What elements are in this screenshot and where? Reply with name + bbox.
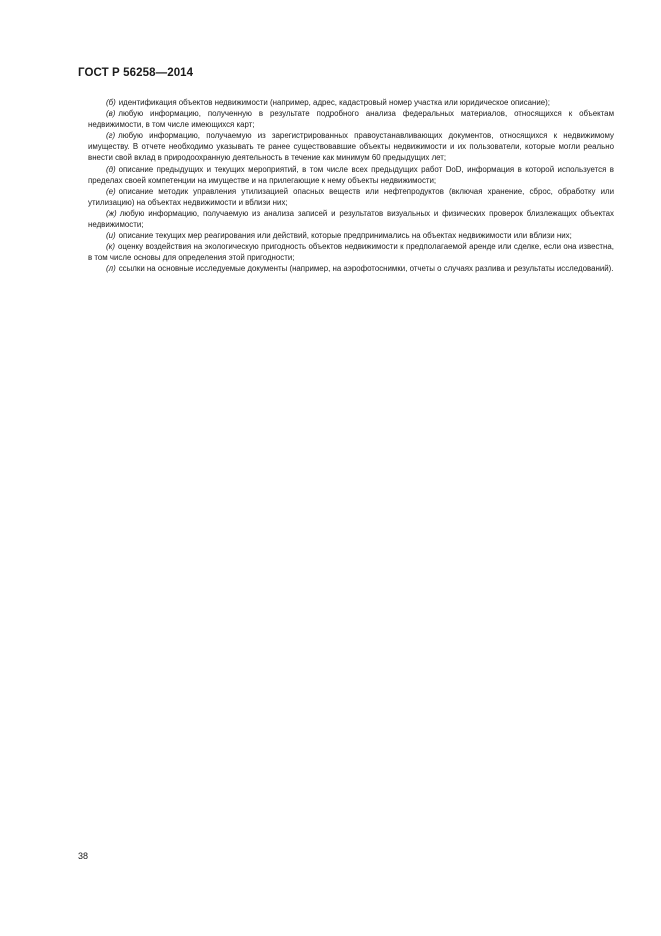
list-item-text: ссылки на основные исследуемые документы (например, на аэрофотоснимки, отчеты о случаях разлива и результаты исследований). xyxy=(118,264,614,274)
list-item xyxy=(88,208,614,230)
list-item-text: любую информацию, полученную в результате подробного анализа федеральных материалов, относящихся к объектам недвижимости, в том числе имеющихся карт; xyxy=(88,109,614,130)
list-item-marker: (ж) xyxy=(106,208,117,218)
page-number: 38 xyxy=(78,851,89,861)
list-item-text: любую информацию, получаемую из анализа записей и результатов визуальных и физических проверок близлежащих объектах недвижимости; xyxy=(88,208,614,230)
list-item xyxy=(88,263,614,274)
list-item xyxy=(88,97,614,108)
list-item-text: любую информацию, получаемую из зарегистрированных правоустанавливающих документов, относящихся к недвижимому имуществу. В отчете необходимо указывать те ранее существовавшие объекты недвижимости и их пользователи, которые могли реально внести свой вклад в природоохранную деятельность в течение как минимум 60 предыдущих лет; xyxy=(88,131,614,163)
list-item xyxy=(88,230,614,241)
document-header: ГОСТ Р 56258—2014 xyxy=(78,67,194,79)
list-item-marker: (л) xyxy=(106,264,116,274)
list-item-text: идентификация объектов недвижимости (например, адрес, кадастровый номер участка или юридическое описание); xyxy=(118,98,550,107)
list-item-marker: (д) xyxy=(106,164,116,174)
list-item-text: описание текущих мер реагирования или действий, которые предпринимались на объектах недвижимости или вблизи них; xyxy=(118,231,572,241)
list-item-marker: (б) xyxy=(106,98,116,107)
list-item xyxy=(88,108,614,130)
document-body xyxy=(88,97,614,275)
list-item-text: описание предыдущих и текущих мероприятий, в том числе всех предыдущих работ DoD, информация в которой используется в пределах своей компетенции на имуществе и на прилегающие к нему объекты недвижимости; xyxy=(88,164,614,185)
list-item-marker: (к) xyxy=(106,242,115,252)
list-item xyxy=(88,186,614,208)
list-item-marker: (в) xyxy=(106,109,116,119)
list-item-text: описание методик управления утилизацией опасных веществ или нефтепродуктов (включая хранение, сброс, обработку или утилизацию) на объектах недвижимости и вблизи них; xyxy=(88,186,614,207)
list-item-text: оценку воздействия на экологическую пригодность объектов недвижимости к предполагаемой аренде или сделке, если она известна, в том числе основы для определения этой пригодности; xyxy=(88,242,614,263)
list-item-marker: (и) xyxy=(106,231,116,241)
list-item-marker: (г) xyxy=(106,131,116,141)
list-item xyxy=(88,130,614,163)
list-item xyxy=(88,241,614,263)
list-item xyxy=(88,164,614,186)
list-item-marker: (е) xyxy=(106,186,116,196)
